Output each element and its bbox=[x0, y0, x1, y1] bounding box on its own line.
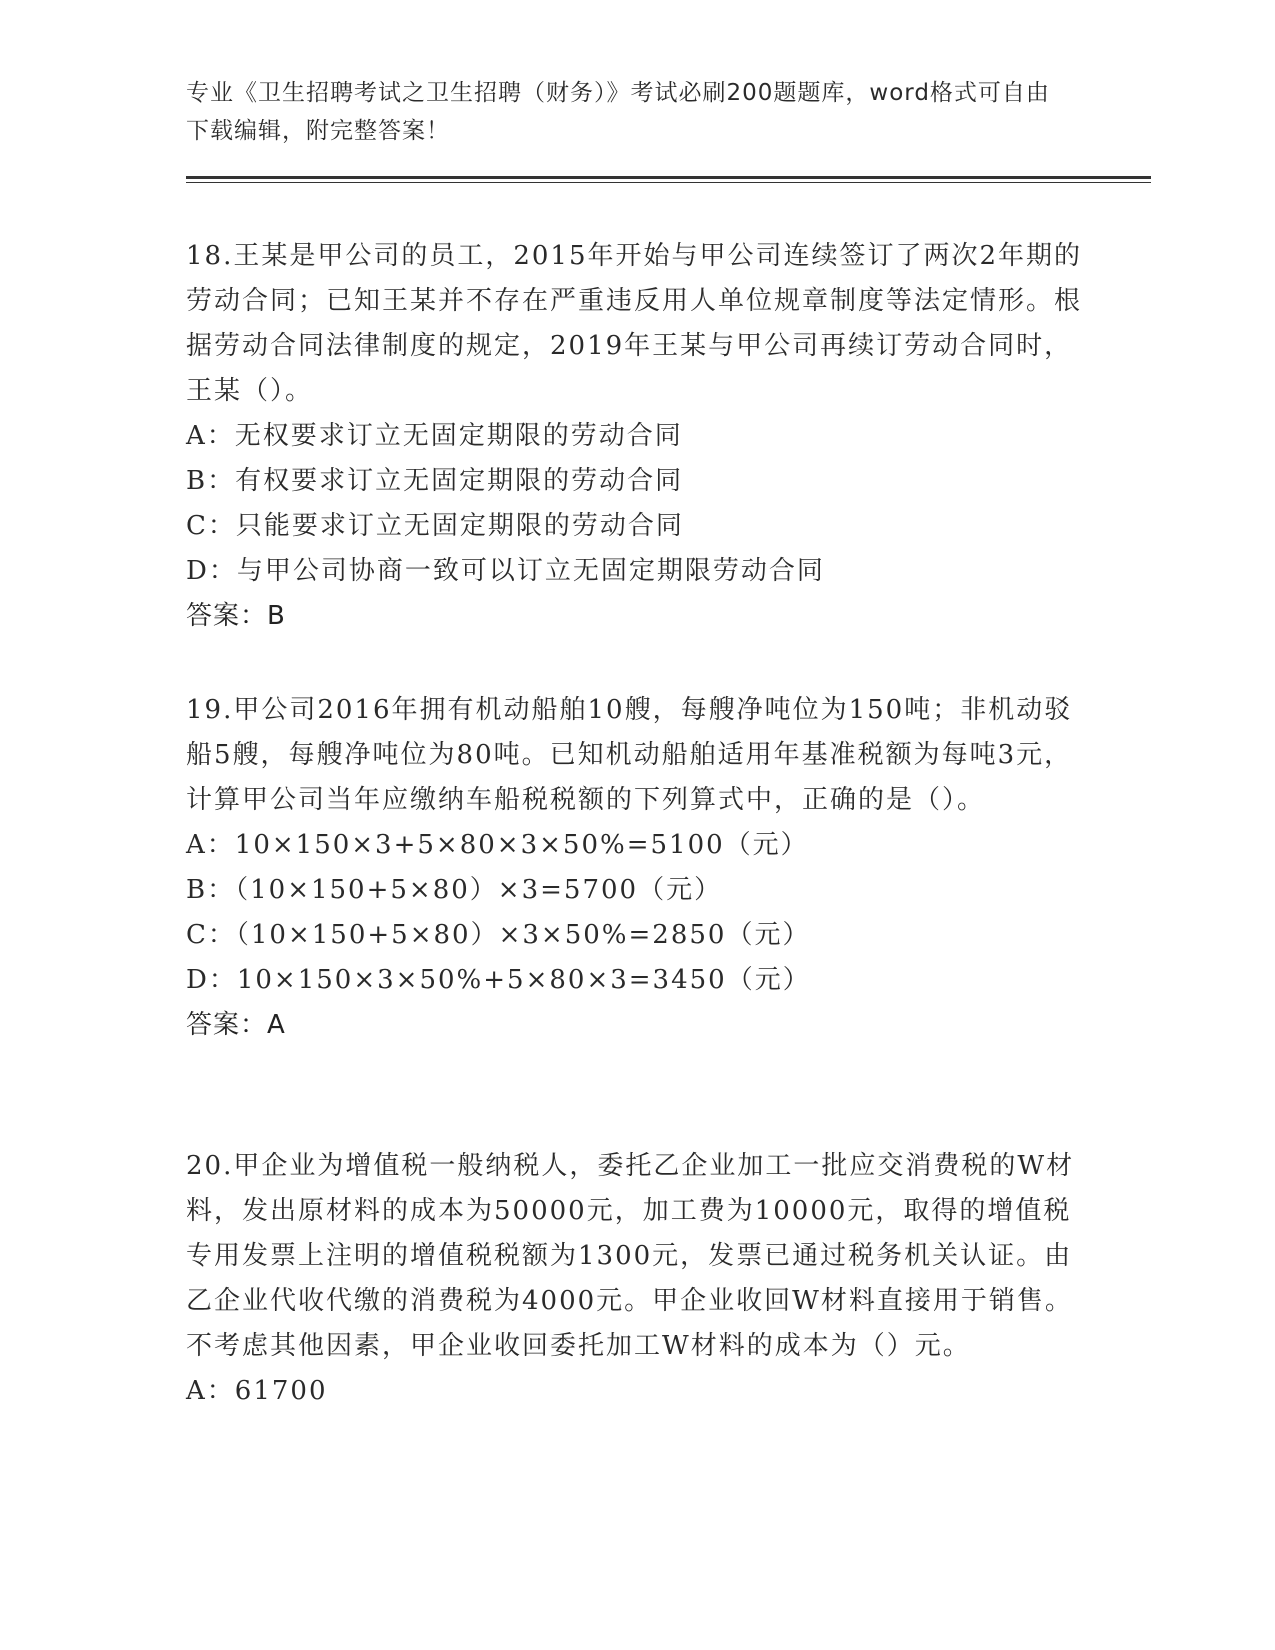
option-b: B：有权要求订立无固定期限的劳动合同 bbox=[186, 466, 684, 496]
question-stem: 20.甲企业为增值税一般纳税人，委托乙企业加工一批应交消费税的W材料，发出原材料的成本为50000元，加工费为10000元，取得的增值税专用发票上注明的增值税税额为1300元，发票已通过税务机关认证。由乙企业代收代缴的消费税为4000元。甲企业收回W材料直接用于销售。不考虑其他因素，甲企业收回委托加工W材料的成本为（）元。 bbox=[186, 1151, 1075, 1361]
option-c: C：（10×150+5×80）×3×50%=2850（元） bbox=[186, 920, 811, 950]
option-b: B：（10×150+5×80）×3=5700（元） bbox=[186, 875, 723, 905]
option-a: A：无权要求订立无固定期限的劳动合同 bbox=[186, 421, 683, 451]
option-a: A：10×150×3+5×80×3×50%=5100（元） bbox=[186, 830, 809, 860]
option-c: C：只能要求订立无固定期限的劳动合同 bbox=[186, 511, 684, 541]
answer: 答案：A bbox=[186, 1010, 286, 1040]
header-divider-thin bbox=[186, 182, 1151, 183]
question-20 bbox=[186, 1144, 1086, 1414]
option-a: A：61700 bbox=[186, 1376, 328, 1406]
question-19 bbox=[186, 688, 1086, 1048]
option-d: D：10×150×3×50%+5×80×3=3450（元） bbox=[186, 965, 811, 995]
question-stem: 19.甲公司2016年拥有机动船舶10艘，每艘净吨位为150吨；非机动驳船5艘，每艘净吨位为80吨。已知机动船舶适用年基准税额为每吨3元，计算甲公司当年应缴纳车船税税额的下列算式中，正确的是（）。 bbox=[186, 695, 1073, 815]
question-18 bbox=[186, 234, 1086, 639]
header-divider-thick bbox=[186, 176, 1151, 179]
question-stem: 18.王某是甲公司的员工，2015年开始与甲公司连续签订了两次2年期的劳动合同；已知王某并不存在严重违反用人单位规章制度等法定情形。根据劳动合同法律制度的规定，2019年王某与甲公司再续订劳动合同时，王某（）。 bbox=[186, 241, 1083, 406]
document-header: 专业《卫生招聘考试之卫生招聘（财务）》考试必刷200题题库，word格式可自由下载编辑，附完整答案！ bbox=[186, 80, 1050, 144]
option-d: D：与甲公司协商一致可以订立无固定期限劳动合同 bbox=[186, 556, 825, 586]
answer: 答案：B bbox=[186, 601, 286, 631]
